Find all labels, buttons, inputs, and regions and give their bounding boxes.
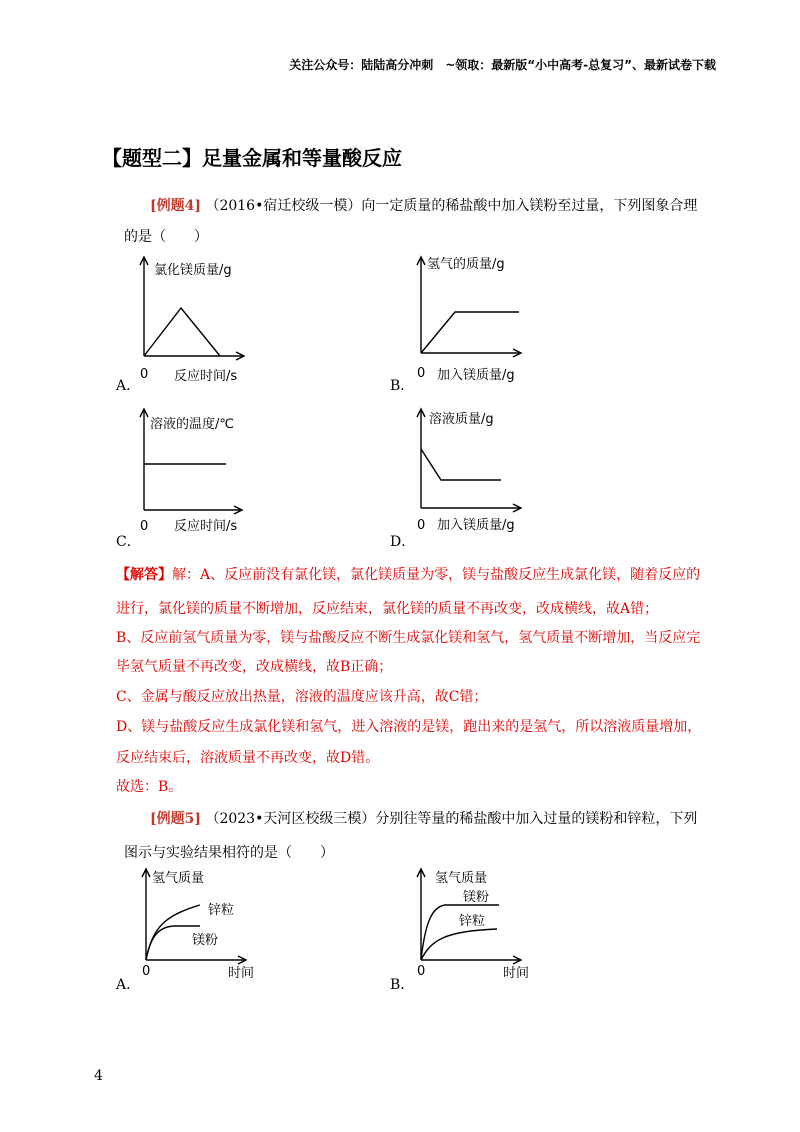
example5-line1 — [150, 812, 697, 826]
series-label-magnesium: 镁粉 — [463, 890, 490, 905]
x-label: 加入镁质量/g — [437, 368, 515, 383]
series-label-magnesium: 镁粉 — [192, 933, 219, 948]
example5-line2: 图示与实验结果相符的是（ ） — [124, 845, 334, 861]
answer4-line6: D、镁与盐酸反应生成氯化镁和氢气，进入溶液的是镁，跑出来的是氢气，所以溶液质量增加， — [116, 719, 702, 735]
option-c: C． — [116, 534, 141, 550]
section-title: 【题型二】足量金属和等量酸反应 — [102, 146, 402, 170]
chart-5b — [405, 865, 535, 985]
x-label: 时间 — [503, 966, 530, 981]
option-5a: A． — [116, 977, 141, 993]
x-label: 反应时间/s — [174, 369, 238, 384]
answer4-line8: 故选：B。 — [116, 779, 183, 795]
answer4-line2: 进行，氯化镁的质量不断增加，反应结束，氯化镁的质量不再改变，改成横线，故A错； — [116, 601, 659, 617]
origin-label: 0 — [140, 367, 149, 382]
example5-question: （2023•天河区校级三模）分别往等量的稀盐酸中加入过量的镁粉和锌粒，下列 — [205, 811, 698, 827]
option-a: A． — [116, 378, 141, 394]
x-label: 反应时间/s — [174, 519, 238, 534]
example4-tag: [例题4] — [150, 198, 201, 214]
example4-line2: 的是（ ） — [124, 229, 208, 245]
chart-4a — [130, 255, 260, 385]
y-label: 氢气质量 — [152, 871, 205, 886]
answer4-line1: 【解答】解：A、反应前没有氯化镁，氯化镁质量为零，镁与盐酸反应生成氯化镁，随着反应的 — [116, 567, 701, 583]
origin-label: 0 — [417, 964, 426, 979]
page-number: 4 — [94, 1068, 103, 1084]
example4-line1 — [150, 199, 697, 213]
answer4-line5: C、金属与酸反应放出热量，溶液的温度应该升高，故C错； — [116, 689, 488, 705]
page-header: 关注公众号：陆陆高分冲刺 ~领取：最新版“小中高考-总复习”、最新试卷下载 — [289, 58, 716, 72]
y-label: 氢气的质量/g — [427, 257, 505, 272]
option-5b: B． — [390, 977, 415, 993]
y-label: 氯化镁质量/g — [154, 263, 232, 278]
y-label: 氢气质量 — [435, 871, 488, 886]
x-label: 时间 — [228, 966, 255, 981]
chart-4b — [405, 255, 535, 385]
chart-5a — [130, 865, 260, 985]
example4-question: （2016•宿迁校级一模）向一定质量的稀盐酸中加入镁粉至过量，下列图象合理 — [205, 198, 698, 214]
option-d: D． — [390, 534, 416, 550]
origin-label: 0 — [417, 366, 426, 381]
answer4-line7: 反应结束后，溶液质量不再改变，故D错。 — [116, 750, 380, 766]
origin-label: 0 — [417, 518, 426, 533]
y-label: 溶液质量/g — [429, 412, 494, 427]
series-label-zinc: 锌粒 — [459, 914, 486, 929]
option-b: B． — [390, 378, 415, 394]
x-label: 加入镁质量/g — [437, 518, 515, 533]
answer4-line3: B、反应前氢气质量为零，镁与盐酸反应不断生成氯化镁和氢气，氢气质量不断增加，当反应完 — [116, 630, 701, 646]
example5-tag: [例题5] — [150, 811, 201, 827]
answer4-line4: 毕氢气质量不再改变，改成横线，故B正确； — [116, 659, 393, 675]
origin-label: 0 — [142, 964, 151, 979]
answer4-line1-text: 解：A、反应前没有氯化镁，氯化镁质量为零，镁与盐酸反应生成氯化镁，随着反应的 — [172, 567, 701, 583]
chart-4c — [130, 405, 260, 535]
origin-label: 0 — [140, 519, 149, 534]
series-line — [421, 312, 519, 353]
series-label-zinc: 锌粒 — [208, 903, 235, 918]
series-line — [421, 449, 501, 480]
chart-4d — [405, 405, 535, 535]
series-zinc — [421, 929, 497, 960]
series-line — [144, 308, 220, 356]
y-label: 溶液的温度/℃ — [150, 417, 234, 432]
